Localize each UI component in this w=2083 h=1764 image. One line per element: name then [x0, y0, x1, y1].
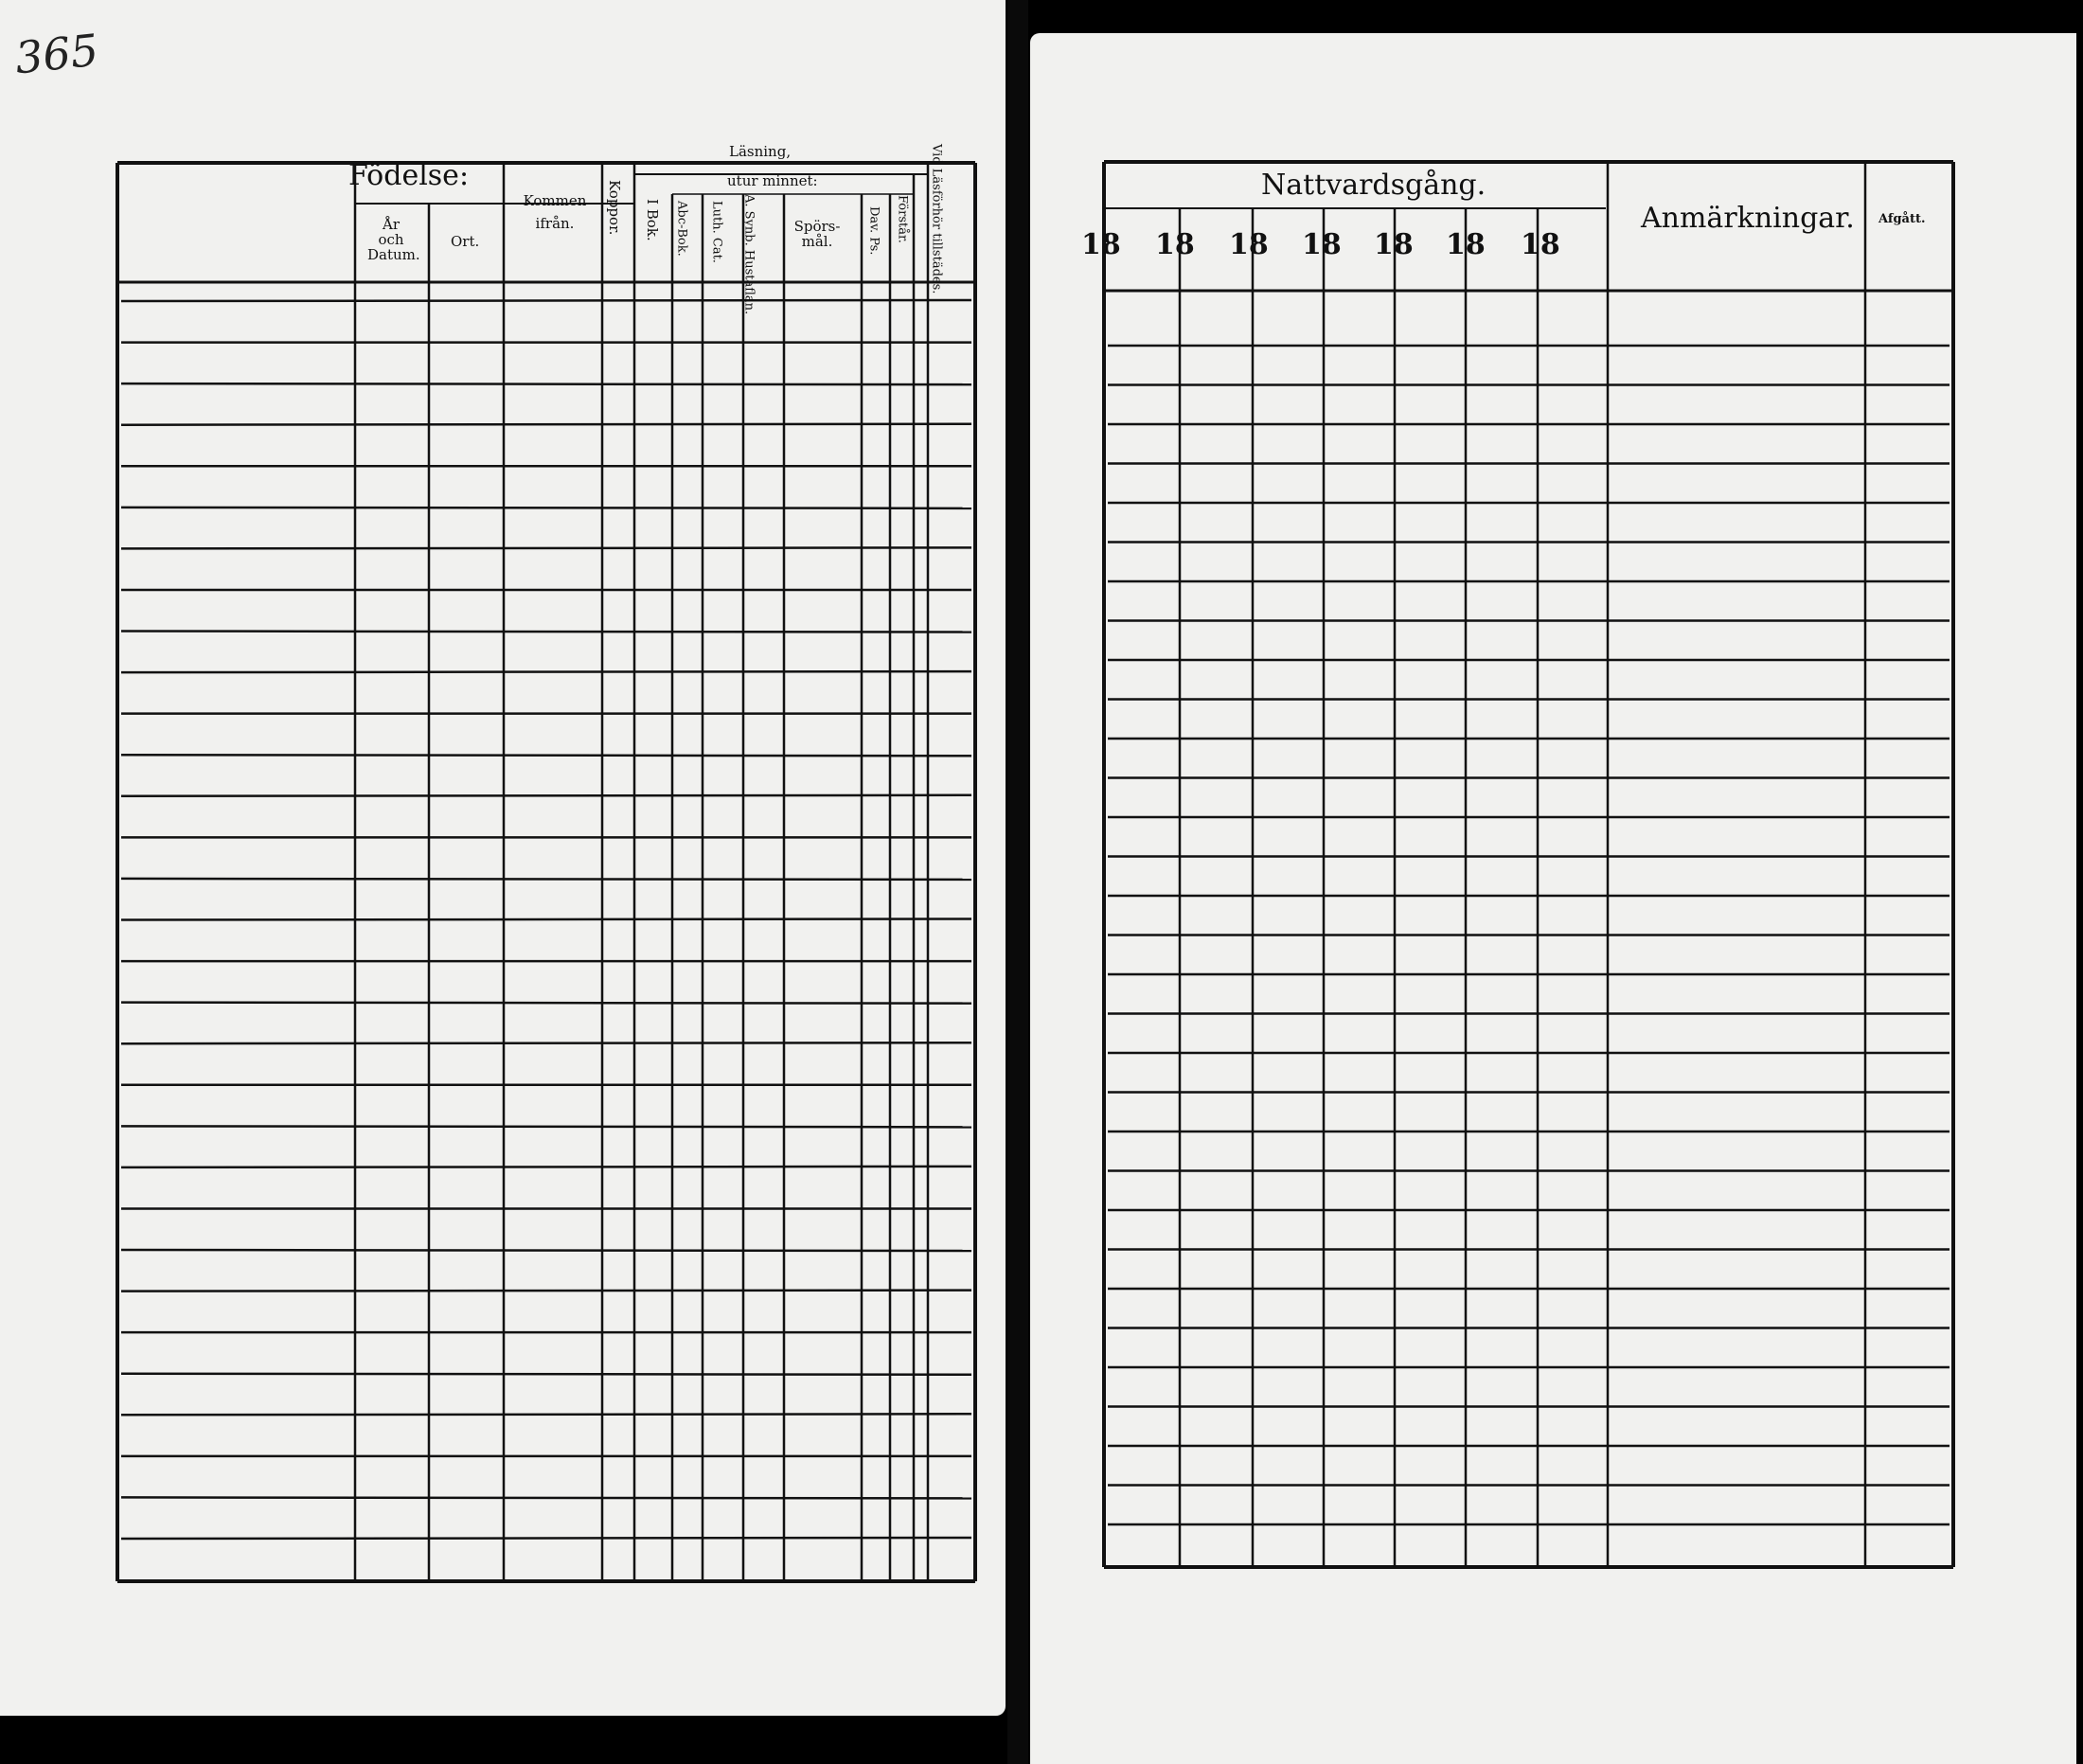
header-fodelse: Födelse: — [348, 159, 470, 192]
row-rule — [121, 1497, 971, 1498]
page-number: 365 — [12, 24, 101, 84]
row-rule — [121, 1374, 971, 1375]
header-abc-bok: Abc-Bok. — [674, 201, 689, 257]
header-dav-ps: Dav. Ps. — [866, 206, 881, 256]
row-rule — [121, 632, 971, 633]
row-rule — [121, 424, 971, 425]
row-rule — [121, 1291, 971, 1292]
header-kommen-ifran: Kommen ifrån. — [523, 192, 587, 232]
row-rule — [121, 919, 971, 920]
year-header-5: 18 — [1374, 228, 1414, 261]
header-nattvardsgang: Nattvardsgång. — [1261, 169, 1487, 202]
row-rule — [121, 547, 971, 548]
row-rule — [121, 383, 971, 384]
left-register-page — [0, 0, 1006, 1716]
right-register-page — [1030, 33, 2076, 1764]
row-rule — [121, 671, 971, 672]
header-koppor: Koppor. — [605, 180, 623, 236]
row-rule — [121, 795, 971, 796]
header-utur-minnet: utur minnet: — [727, 172, 818, 189]
row-rule — [121, 300, 971, 301]
year-header-7: 18 — [1521, 228, 1560, 261]
header-luth-cat: Luth. Cat. — [709, 201, 724, 263]
right-ruled-table — [1030, 33, 2076, 1764]
row-rule — [121, 1250, 971, 1251]
year-header-1: 18 — [1081, 228, 1121, 261]
row-rule — [121, 755, 971, 756]
row-rule — [121, 1003, 971, 1004]
row-rule — [121, 1042, 971, 1043]
year-header-6: 18 — [1446, 228, 1486, 261]
header-ort: Ort. — [451, 233, 480, 250]
year-header-4: 18 — [1302, 228, 1342, 261]
row-rule — [121, 879, 971, 880]
header-sporsmal: Spörs- mål. — [793, 218, 841, 250]
year-header-3: 18 — [1229, 228, 1269, 261]
header-vid-lasforhor: Vid Läsförhör tillstädes. — [929, 144, 944, 294]
year-header-2: 18 — [1155, 228, 1195, 261]
row-rule — [121, 1126, 971, 1127]
header-anmarkningar: Anmärkningar. — [1641, 202, 1855, 235]
row-rule — [121, 1414, 971, 1415]
row-rule — [121, 1538, 971, 1539]
header-lasning: Läsning, — [729, 143, 792, 160]
left-ruled-table — [0, 0, 1006, 1716]
book-binding — [1007, 0, 1028, 1764]
header-forstar: Förstår. — [895, 195, 910, 243]
header-afgatt: Afgått. — [1878, 212, 1926, 226]
header-i-bok: I Bok. — [643, 199, 661, 241]
header-a-synb-hustaflan: A. Synb. Hustaflan. — [741, 194, 757, 315]
header-ar-och-datum: År och Datum. — [367, 216, 420, 263]
